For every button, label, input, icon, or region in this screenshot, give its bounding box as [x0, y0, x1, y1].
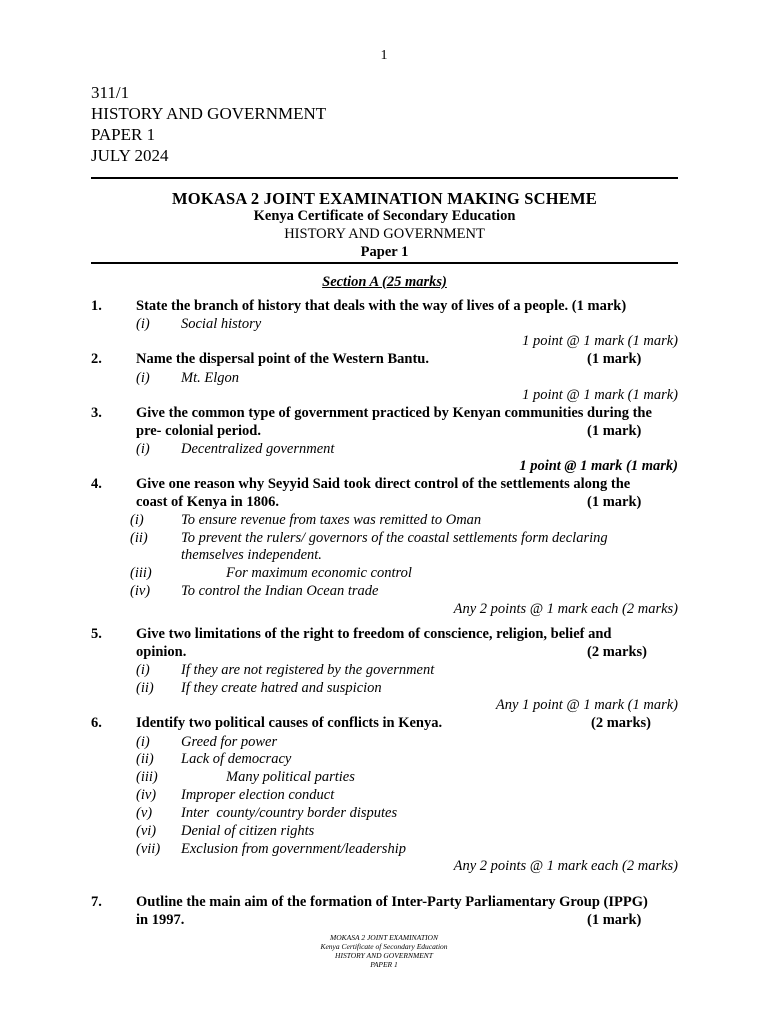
title-divider [91, 262, 678, 264]
question-marks: (1 mark) [587, 912, 642, 928]
answer-numeral: (iii) [130, 565, 152, 581]
answer-numeral: (i) [136, 370, 150, 386]
section-heading: Section A (25 marks) [322, 274, 447, 290]
answer-text: Mt. Elgon [181, 370, 239, 386]
answer-numeral: (iv) [130, 583, 151, 599]
question-text: Outline the main aim of the formation of Inter-Party Parliamentary Group (IPPG) [136, 894, 648, 910]
answer-numeral: (i) [136, 734, 150, 750]
marks-award: 1 point @ 1 mark (1 mark) [522, 387, 678, 403]
question-number: 3. [91, 405, 102, 421]
answer-text: To control the Indian Ocean trade [181, 583, 379, 599]
marks-award: 1 point @ 1 mark (1 mark) [519, 458, 678, 474]
answer-text-continued: themselves independent. [181, 547, 322, 563]
question-marks: (2 marks) [587, 644, 648, 660]
certificate-title: Kenya Certificate of Secondary Education [253, 208, 516, 224]
question-text-continued: coast of Kenya in 1806. [136, 494, 279, 510]
page-number: 1 [380, 48, 388, 63]
answer-numeral: (iv) [136, 787, 157, 803]
answer-numeral: (i) [136, 316, 150, 332]
question-marks: (1 mark) [587, 423, 642, 439]
answer-text: Exclusion from government/leadership [181, 841, 406, 857]
question-text: Identify two political causes of conflicts in Kenya. [136, 715, 443, 731]
paper-title: Paper 1 [360, 244, 409, 260]
answer-numeral: (v) [136, 805, 153, 821]
answer-text: Denial of citizen rights [181, 823, 315, 839]
scheme-title: MOKASA 2 JOINT EXAMINATION MAKING SCHEME [172, 189, 597, 208]
question-number: 7. [91, 894, 102, 910]
paper-code: 311/1 [91, 83, 130, 102]
answer-text: For maximum economic control [226, 565, 412, 581]
question-text: Give two limitations of the right to freedom of conscience, religion, belief and [136, 626, 612, 642]
footer-line-2: Kenya Certificate of Secondary Education [320, 942, 448, 951]
subject-title: HISTORY AND GOVERNMENT [284, 226, 485, 242]
question-marks: (1 mark) [587, 494, 642, 510]
header-date: JULY 2024 [91, 146, 169, 165]
answer-text: If they create hatred and suspicion [181, 680, 382, 696]
question-number: 4. [91, 476, 102, 492]
answer-numeral: (iii) [136, 769, 158, 785]
question-marks: (1 mark) [587, 351, 642, 367]
question-number: 5. [91, 626, 102, 642]
answer-text: Social history [181, 316, 262, 332]
answer-text: To prevent the rulers/ governors of the coastal settlements form declaring [181, 530, 608, 546]
question-text-continued: opinion. [136, 644, 187, 660]
answer-numeral: (vii) [136, 841, 161, 857]
question-text: Name the dispersal point of the Western Bantu. [136, 351, 429, 367]
answer-numeral: (i) [136, 662, 150, 678]
header-subject: HISTORY AND GOVERNMENT [91, 104, 327, 123]
answer-text: Decentralized government [181, 441, 335, 457]
question-marks: (2 marks) [591, 715, 652, 731]
question-text: State the branch of history that deals with the way of lives of a people. (1 mark) [136, 298, 627, 314]
answer-numeral: (ii) [136, 680, 154, 696]
question-text: Give the common type of government practiced by Kenyan communities during the [136, 405, 652, 421]
marks-award: Any 1 point @ 1 mark (1 mark) [495, 697, 678, 713]
question-number: 2. [91, 351, 102, 367]
footer-line-4: PAPER 1 [370, 960, 398, 969]
answer-text: Greed for power [181, 734, 278, 750]
answer-text: Many political parties [226, 769, 355, 785]
answer-numeral: (i) [130, 512, 144, 528]
answer-text: Improper election conduct [181, 787, 335, 803]
answer-text: Lack of democracy [181, 751, 292, 767]
footer-line-1: MOKASA 2 JOINT EXAMINATION [330, 933, 438, 942]
answer-text: Inter county/country border disputes [181, 805, 398, 821]
top-divider [91, 177, 678, 179]
question-text-continued: in 1997. [136, 912, 185, 928]
question-text: Give one reason why Seyyid Said took direct control of the settlements along the [136, 476, 631, 492]
answer-text: To ensure revenue from taxes was remitted to Oman [181, 512, 482, 528]
footer-line-3: HISTORY AND GOVERNMENT [335, 951, 433, 960]
answer-numeral: (ii) [136, 751, 154, 767]
answer-text: If they are not registered by the government [181, 662, 435, 678]
question-text-continued: pre- colonial period. [136, 423, 261, 439]
question-number: 1. [91, 298, 102, 314]
answer-numeral: (vi) [136, 823, 157, 839]
answer-numeral: (ii) [130, 530, 148, 546]
marks-award: Any 2 points @ 1 mark each (2 marks) [453, 858, 678, 874]
answer-numeral: (i) [136, 441, 150, 457]
marks-award: Any 2 points @ 1 mark each (2 marks) [453, 601, 678, 617]
header-paper: PAPER 1 [91, 125, 156, 144]
marks-award: 1 point @ 1 mark (1 mark) [522, 333, 678, 349]
question-number: 6. [91, 715, 102, 731]
